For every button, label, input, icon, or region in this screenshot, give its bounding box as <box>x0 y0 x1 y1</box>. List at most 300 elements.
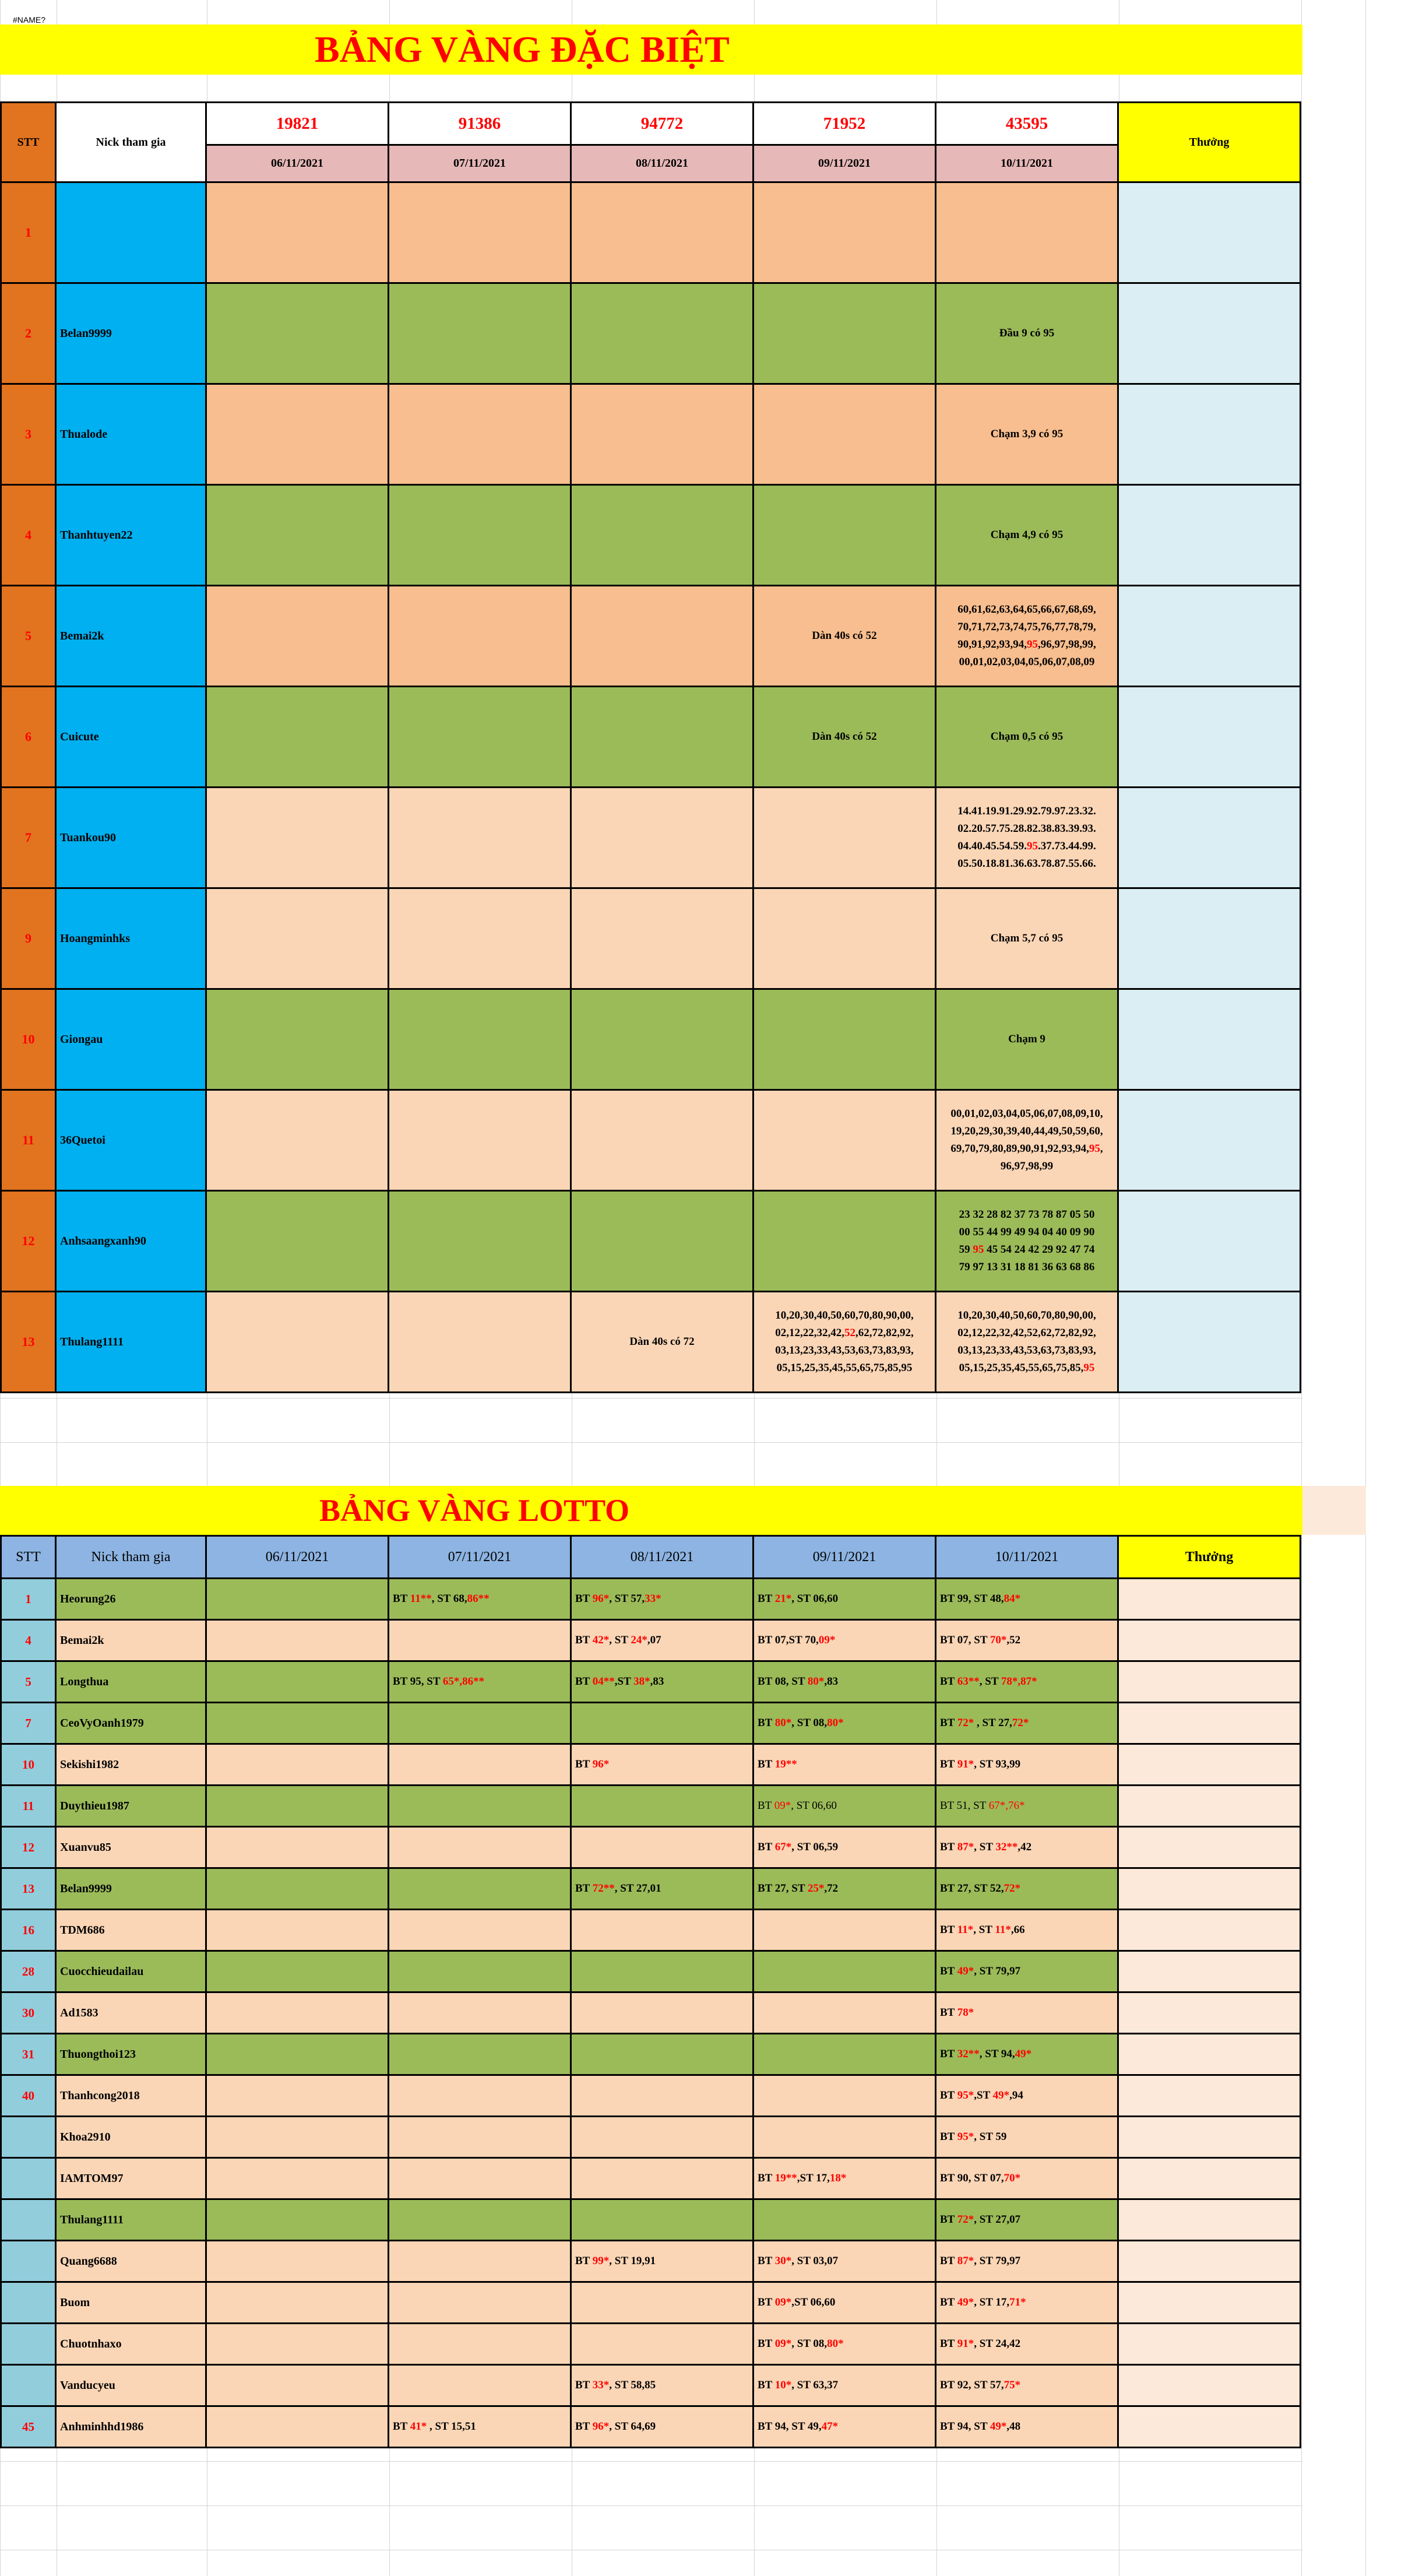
lotto-row-cell <box>389 2034 572 2076</box>
lotto-row-cell <box>754 2241 936 2283</box>
special-row-cell-text: Chạm 9 <box>1008 1033 1045 1045</box>
lotto-row-cell <box>572 2283 754 2324</box>
lotto-row-cell <box>207 1786 389 1828</box>
lotto-row-nick-text: Anhminhhd1986 <box>60 2420 144 2433</box>
lotto-row-cell <box>754 2076 936 2117</box>
lotto-row-cell <box>572 1579 754 1621</box>
special-date-1-text: 06/11/2021 <box>270 157 323 170</box>
lotto-row-cell-text: BT 91*, ST 24,42 <box>940 2338 1021 2350</box>
gridline-vertical <box>1365 0 1366 2576</box>
lotto-row-prize <box>1119 1910 1301 1952</box>
lotto-header-date-5-text: 10/11/2021 <box>995 1549 1059 1565</box>
special-row-nick <box>57 385 207 486</box>
lotto-row-cell <box>207 1662 389 1703</box>
special-row-cell <box>389 687 572 788</box>
special-date-5 <box>936 146 1119 183</box>
special-result-4-text: 71952 <box>823 114 866 133</box>
special-result-3 <box>572 101 754 146</box>
lotto-row-nick <box>57 2241 207 2283</box>
lotto-row-cell <box>936 1952 1119 1993</box>
special-title-banner <box>0 24 1302 75</box>
special-row-nick-text: Bemai2k <box>60 629 104 642</box>
lotto-row-cell <box>207 1993 389 2034</box>
lotto-row-cell <box>389 2324 572 2366</box>
special-row-cell <box>754 385 936 486</box>
special-row-prize <box>1119 385 1301 486</box>
special-row-stt-text: 4 <box>25 528 31 542</box>
lotto-row-cell <box>572 2034 754 2076</box>
lotto-row-cell-text: BT 27, ST 25*,72 <box>758 1882 839 1895</box>
lotto-row-cell <box>389 1869 572 1910</box>
lotto-row-prize <box>1119 2241 1301 2283</box>
special-row-cell <box>207 1292 389 1393</box>
lotto-row-cell <box>207 1910 389 1952</box>
special-date-5-text: 10/11/2021 <box>1000 157 1053 170</box>
lotto-row-prize <box>1119 1662 1301 1703</box>
lotto-row-stt <box>0 2241 57 2283</box>
lotto-row-nick-text: Vanducyeu <box>60 2378 115 2392</box>
special-row-stt-text: 3 <box>25 427 31 441</box>
special-row-cell <box>936 687 1119 788</box>
lotto-row-cell <box>754 1621 936 1662</box>
lotto-row-stt-text: 10 <box>22 1757 34 1772</box>
special-row-cell <box>936 1091 1119 1192</box>
lotto-row-nick <box>57 2366 207 2407</box>
special-row-nick-text: Thulang1111 <box>60 1335 124 1348</box>
lotto-row-nick-text: IAMTOM97 <box>60 2171 124 2185</box>
lotto-row-cell-text: BT 32**, ST 94,49* <box>940 2048 1032 2060</box>
lotto-row-prize <box>1119 1952 1301 1993</box>
special-row-cell <box>207 889 389 990</box>
lotto-row-cell <box>207 1828 389 1869</box>
lotto-row-cell <box>389 1745 572 1786</box>
lotto-row-cell-text: BT 04**,ST 38*,83 <box>575 1675 664 1688</box>
lotto-row-stt-text: 4 <box>25 1633 31 1647</box>
lotto-row-cell <box>389 2366 572 2407</box>
special-row-cell <box>207 586 389 687</box>
lotto-row-cell <box>572 2159 754 2200</box>
lotto-row-cell-text: BT 92, ST 57,75* <box>940 2379 1021 2391</box>
special-row-stt <box>0 889 57 990</box>
lotto-row-nick-text: Cuocchieudailau <box>60 1964 144 1978</box>
lotto-row-cell <box>754 2283 936 2324</box>
special-row-cell <box>572 586 754 687</box>
special-row-nick-text: Anhsaangxanh90 <box>60 1234 146 1247</box>
special-row-cell-text: Chạm 5,7 có 95 <box>990 932 1064 944</box>
lotto-row-prize <box>1119 1786 1301 1828</box>
lotto-row-stt <box>0 2200 57 2241</box>
special-row-stt-text: 10 <box>22 1032 35 1046</box>
special-row-cell-text: 10,20,30,40,50,60,70,80,90,00, 02,12,22,32,42,52,62,72,82,92, 03,13,23,33,43,53,63,73,83,93, 05,15,25,35,45,55,65,75,85,95 <box>957 1309 1096 1374</box>
special-row-nick-text: Cuicute <box>60 730 99 743</box>
lotto-row-prize <box>1119 2159 1301 2200</box>
special-row-cell <box>207 788 389 889</box>
special-row-nick-text: Giongau <box>60 1032 103 1046</box>
lotto-row-stt <box>0 2159 57 2200</box>
special-row-cell <box>754 1192 936 1292</box>
lotto-row-cell <box>936 1703 1119 1745</box>
lotto-row-cell <box>389 2407 572 2448</box>
lotto-row-cell <box>389 2076 572 2117</box>
lotto-row-cell <box>389 1910 572 1952</box>
lotto-row-nick <box>57 1993 207 2034</box>
lotto-row-nick-text: Heorung26 <box>60 1592 116 1605</box>
lotto-row-stt <box>0 1952 57 1993</box>
lotto-row-cell <box>389 1662 572 1703</box>
lotto-row-cell <box>754 1869 936 1910</box>
special-row-cell <box>754 1091 936 1192</box>
lotto-row-cell <box>936 2200 1119 2241</box>
special-row-stt <box>0 1292 57 1393</box>
lotto-row-cell <box>936 2283 1119 2324</box>
lotto-header-date-4-text: 09/11/2021 <box>812 1549 876 1565</box>
special-row-cell <box>936 788 1119 889</box>
lotto-row-nick-text: Longthua <box>60 1675 109 1688</box>
lotto-row-prize <box>1119 1993 1301 2034</box>
special-row-cell-text: Dàn 40s có 52 <box>812 730 877 743</box>
lotto-row-cell-text: BT 49*, ST 17,71* <box>940 2296 1026 2308</box>
special-row-cell <box>936 486 1119 586</box>
special-row-cell <box>572 788 754 889</box>
lotto-row-stt <box>0 1579 57 1621</box>
lotto-row-stt <box>0 1703 57 1745</box>
lotto-row-nick <box>57 1786 207 1828</box>
lotto-row-prize <box>1119 1745 1301 1786</box>
special-result-3-text: 94772 <box>640 114 684 133</box>
lotto-row-cell <box>389 1621 572 1662</box>
lotto-row-cell <box>572 2076 754 2117</box>
lotto-row-stt <box>0 1662 57 1703</box>
lotto-row-cell <box>936 1993 1119 2034</box>
lotto-row-prize <box>1119 2034 1301 2076</box>
lotto-row-nick-text: Thulang1111 <box>60 2213 124 2226</box>
lotto-row-prize <box>1119 1621 1301 1662</box>
special-row-stt-text: 5 <box>25 628 31 643</box>
gridline-horizontal <box>0 1442 1302 1443</box>
lotto-row-prize <box>1119 2200 1301 2241</box>
lotto-row-stt-text: 13 <box>22 1881 34 1896</box>
lotto-row-cell <box>936 2159 1119 2200</box>
special-row-cell <box>207 1091 389 1192</box>
lotto-row-stt-text: 1 <box>25 1591 31 1606</box>
lotto-row-stt-text: 5 <box>25 1674 31 1689</box>
lotto-row-nick <box>57 1621 207 1662</box>
lotto-row-cell-text: BT 11**, ST 68,86** <box>393 1593 490 1605</box>
lotto-row-cell-text: BT 90, ST 07,70* <box>940 2172 1021 2184</box>
special-row-stt-text: 2 <box>25 326 31 340</box>
special-row-prize <box>1119 1091 1301 1192</box>
lotto-row-cell <box>389 1703 572 1745</box>
lotto-row-cell <box>572 1952 754 1993</box>
lotto-row-cell-text: BT 96* <box>575 1758 610 1770</box>
lotto-row-cell <box>754 2324 936 2366</box>
lotto-row-stt <box>0 2407 57 2448</box>
lotto-row-prize <box>1119 2366 1301 2407</box>
special-row-cell <box>572 990 754 1091</box>
special-row-prize <box>1119 586 1301 687</box>
lotto-row-nick <box>57 2117 207 2159</box>
lotto-row-nick <box>57 2324 207 2366</box>
lotto-banner-tail <box>1302 1486 1366 1535</box>
lotto-row-cell-text: BT 08, ST 80*,83 <box>758 1675 839 1688</box>
lotto-row-cell-text: BT 10*, ST 63,37 <box>758 2379 839 2391</box>
lotto-header-date-4 <box>754 1535 936 1579</box>
special-row-cell-text: Chạm 0,5 có 95 <box>990 730 1064 743</box>
lotto-row-cell <box>389 2117 572 2159</box>
lotto-row-cell <box>572 1662 754 1703</box>
special-date-4-text: 09/11/2021 <box>818 157 871 170</box>
lotto-row-cell-text: BT 63**, ST 78*,87* <box>940 1675 1037 1688</box>
lotto-row-cell-text: BT 07,ST 70,09* <box>758 1634 836 1646</box>
lotto-row-cell-text: BT 94, ST 49,47* <box>758 2420 839 2433</box>
lotto-row-cell <box>754 2366 936 2407</box>
special-row-cell <box>936 284 1119 385</box>
lotto-row-cell-text: BT 19** <box>758 1758 797 1770</box>
special-row-cell-text: 00,01,02,03,04,05,06,07,08,09,10, 19,20,29,30,39,40,44,49,50,59,60, 69,70,79,80,89,90,91,92,93,94,95, 96,97,98,99 <box>950 1108 1103 1172</box>
lotto-header-prize <box>1119 1535 1301 1579</box>
lotto-row-cell <box>207 2241 389 2283</box>
special-row-nick <box>57 1292 207 1393</box>
special-result-1 <box>207 101 389 146</box>
special-row-cell <box>754 183 936 284</box>
lotto-row-stt-text: 31 <box>22 2047 34 2061</box>
lotto-row-cell <box>754 1662 936 1703</box>
special-row-prize <box>1119 889 1301 990</box>
lotto-header-date-1 <box>207 1535 389 1579</box>
lotto-row-cell <box>754 2407 936 2448</box>
lotto-row-cell <box>389 2241 572 2283</box>
lotto-row-cell-text: BT 30*, ST 03,07 <box>758 2255 839 2267</box>
lotto-header-date-3 <box>572 1535 754 1579</box>
special-header-stt <box>0 101 57 183</box>
lotto-row-nick <box>57 1745 207 1786</box>
lotto-row-nick-text: Quang6688 <box>60 2254 117 2268</box>
special-row-stt-text: 11 <box>22 1133 34 1147</box>
special-row-cell <box>936 1292 1119 1393</box>
gridline-horizontal <box>0 2505 1302 2506</box>
special-row-cell <box>207 385 389 486</box>
special-row-stt-text: 7 <box>25 830 31 845</box>
special-row-nick <box>57 586 207 687</box>
special-row-stt-text: 12 <box>22 1233 35 1248</box>
special-date-2 <box>389 146 572 183</box>
lotto-row-stt <box>0 1621 57 1662</box>
lotto-row-stt <box>0 2324 57 2366</box>
lotto-row-stt-text: 12 <box>22 1840 34 1854</box>
lotto-row-cell <box>936 1745 1119 1786</box>
lotto-row-cell-text: BT 99*, ST 19,91 <box>575 2255 656 2267</box>
special-row-cell <box>389 889 572 990</box>
special-row-cell <box>389 183 572 284</box>
special-row-cell-text: 14.41.19.91.29.92.79.97.23.32. 02.20.57.75.28.82.38.83.39.93. 04.40.45.54.59.95.37.73.44.99. 05.50.18.81.36.63.78.87.55.66. <box>957 805 1096 870</box>
lotto-row-stt <box>0 2283 57 2324</box>
lotto-row-cell <box>207 2159 389 2200</box>
lotto-row-cell <box>936 2324 1119 2366</box>
special-row-cell <box>754 687 936 788</box>
lotto-row-cell <box>572 1621 754 1662</box>
lotto-row-stt-text: 7 <box>25 1716 31 1730</box>
lotto-row-cell-text: BT 72**, ST 27,01 <box>575 1882 661 1895</box>
special-row-stt <box>0 385 57 486</box>
special-row-cell <box>389 385 572 486</box>
lotto-row-cell <box>572 1993 754 2034</box>
special-row-stt <box>0 284 57 385</box>
special-row-cell <box>936 1192 1119 1292</box>
lotto-row-prize <box>1119 1828 1301 1869</box>
lotto-row-stt <box>0 2034 57 2076</box>
lotto-row-cell <box>936 1910 1119 1952</box>
special-row-prize <box>1119 788 1301 889</box>
special-row-cell <box>572 889 754 990</box>
special-row-cell <box>572 687 754 788</box>
special-header-nick <box>57 101 207 183</box>
lotto-row-cell-text: BT 33*, ST 58,85 <box>575 2379 656 2391</box>
special-row-cell-text: 23 32 28 82 37 73 78 87 05 50 00 55 44 99 49 94 04 40 09 90 59 95 45 54 24 42 29 92 47 74 79 97 13 31 18 81 36 63 68 86 <box>959 1208 1095 1273</box>
lotto-row-nick-text: CeoVyOanh1979 <box>60 1716 144 1730</box>
lotto-header-nick-text: Nick tham gia <box>91 1549 171 1565</box>
lotto-row-nick-text: Belan9999 <box>60 1882 112 1895</box>
gridline-vertical <box>1301 0 1302 2576</box>
special-row-stt <box>0 788 57 889</box>
lotto-row-cell <box>207 2366 389 2407</box>
lotto-row-cell <box>572 2407 754 2448</box>
special-row-cell <box>389 1091 572 1192</box>
lotto-row-stt <box>0 2366 57 2407</box>
lotto-row-nick <box>57 2407 207 2448</box>
lotto-row-prize <box>1119 2407 1301 2448</box>
special-row-cell <box>936 990 1119 1091</box>
special-row-stt <box>0 1192 57 1292</box>
lotto-header-stt-text: STT <box>16 1549 41 1565</box>
lotto-row-stt <box>0 1828 57 1869</box>
lotto-row-cell <box>572 2324 754 2366</box>
lotto-row-stt-text: 30 <box>22 2005 34 2020</box>
gridline-horizontal <box>0 2461 1302 2462</box>
lotto-row-prize <box>1119 1869 1301 1910</box>
special-row-nick <box>57 486 207 586</box>
lotto-row-cell <box>207 2324 389 2366</box>
lotto-row-nick-text: Ad1583 <box>60 2006 98 2019</box>
lotto-row-prize <box>1119 2283 1301 2324</box>
special-row-nick-text: Thanhtuyen22 <box>60 528 133 542</box>
special-row-cell <box>754 586 936 687</box>
special-row-cell <box>207 486 389 586</box>
lotto-header-date-3-text: 08/11/2021 <box>630 1549 694 1565</box>
lotto-row-nick <box>57 1910 207 1952</box>
lotto-row-cell <box>207 2034 389 2076</box>
lotto-row-nick <box>57 1869 207 1910</box>
lotto-row-nick-text: Sekishi1982 <box>60 1758 119 1771</box>
lotto-row-cell-text: BT 94, ST 49*,48 <box>940 2420 1021 2433</box>
special-header-nick-text: Nick tham gia <box>96 135 166 149</box>
lotto-row-cell <box>572 1828 754 1869</box>
lotto-row-cell <box>389 1786 572 1828</box>
lotto-row-cell-text: BT 87*, ST 79,97 <box>940 2255 1021 2267</box>
special-row-cell-text: 10,20,30,40,50,60,70,80,90,00, 02,12,22,32,42,52,62,72,82,92, 03,13,23,33,43,53,63,73,83,93, 05,15,25,35,45,55,65,75,85,95 <box>775 1309 914 1374</box>
special-date-4 <box>754 146 936 183</box>
lotto-row-stt-text: 45 <box>22 2419 34 2434</box>
special-row-cell <box>207 1192 389 1292</box>
lotto-row-stt <box>0 1993 57 2034</box>
lotto-header-date-2 <box>389 1535 572 1579</box>
special-row-nick <box>57 687 207 788</box>
lotto-row-cell-text: BT 78* <box>940 2006 974 2019</box>
lotto-row-nick <box>57 1828 207 1869</box>
lotto-row-cell <box>207 1869 389 1910</box>
lotto-row-cell <box>207 1745 389 1786</box>
lotto-row-cell <box>207 1703 389 1745</box>
lotto-row-cell <box>389 2283 572 2324</box>
special-row-cell-text: Đầu 9 có 95 <box>999 327 1055 339</box>
special-result-4 <box>754 101 936 146</box>
lotto-row-cell <box>572 1786 754 1828</box>
lotto-row-cell <box>207 2076 389 2117</box>
special-row-prize <box>1119 990 1301 1091</box>
special-row-cell <box>572 284 754 385</box>
lotto-row-cell <box>936 1579 1119 1621</box>
lotto-row-cell <box>572 1869 754 1910</box>
special-row-nick-text: Tuankou90 <box>60 831 116 844</box>
special-row-cell <box>754 1292 936 1393</box>
lotto-row-nick-text: Bemai2k <box>60 1633 104 1647</box>
special-row-nick-text: Hoangminhks <box>60 932 131 945</box>
special-row-cell <box>572 183 754 284</box>
lotto-title: BẢNG VÀNG LOTTO <box>319 1493 630 1528</box>
lotto-row-cell-text: BT 96*, ST 64,69 <box>575 2420 656 2433</box>
lotto-row-cell <box>572 2117 754 2159</box>
special-row-cell <box>389 1192 572 1292</box>
special-row-nick <box>57 788 207 889</box>
special-row-cell <box>389 284 572 385</box>
lotto-row-cell <box>754 2117 936 2159</box>
special-row-cell <box>572 1292 754 1393</box>
special-result-2-text: 91386 <box>458 114 501 133</box>
special-row-stt-text: 13 <box>22 1334 35 1349</box>
lotto-row-cell <box>572 2366 754 2407</box>
lotto-row-prize <box>1119 2117 1301 2159</box>
special-row-nick-text: Belan9999 <box>60 326 112 340</box>
special-row-stt <box>0 586 57 687</box>
lotto-row-cell-text: BT 09*, ST 06,60 <box>758 1800 837 1812</box>
lotto-header-prize-text: Thưởng <box>1185 1549 1234 1565</box>
special-row-cell <box>754 889 936 990</box>
lotto-row-cell-text: BT 95*,ST 49*,94 <box>940 2089 1023 2101</box>
lotto-row-cell-text: BT 21*, ST 06,60 <box>758 1593 839 1605</box>
lotto-row-stt <box>0 1910 57 1952</box>
lotto-row-nick-text: Khoa2910 <box>60 2130 111 2143</box>
lotto-header-nick <box>57 1535 207 1579</box>
lotto-row-cell <box>754 1579 936 1621</box>
lotto-row-cell <box>572 1745 754 1786</box>
lotto-row-nick-text: Thanhcong2018 <box>60 2089 140 2102</box>
special-row-cell <box>207 990 389 1091</box>
lotto-row-cell-text: BT 07, ST 70*,52 <box>940 1634 1021 1646</box>
lotto-row-cell <box>207 1621 389 1662</box>
lotto-row-cell-text: BT 99, ST 48,84* <box>940 1593 1021 1605</box>
lotto-row-nick-text: TDM686 <box>60 1923 105 1937</box>
special-row-cell <box>572 1192 754 1292</box>
lotto-row-cell-text: BT 96*, ST 57,33* <box>575 1593 661 1605</box>
lotto-row-cell <box>207 2283 389 2324</box>
lotto-row-cell <box>936 2366 1119 2407</box>
lotto-row-stt <box>0 2117 57 2159</box>
special-row-cell <box>754 990 936 1091</box>
special-row-cell <box>936 889 1119 990</box>
special-row-cell <box>389 1292 572 1393</box>
lotto-header-date-2-text: 07/11/2021 <box>448 1549 512 1565</box>
lotto-row-cell-text: BT 80*, ST 08,80* <box>758 1717 844 1729</box>
special-row-cell <box>207 284 389 385</box>
